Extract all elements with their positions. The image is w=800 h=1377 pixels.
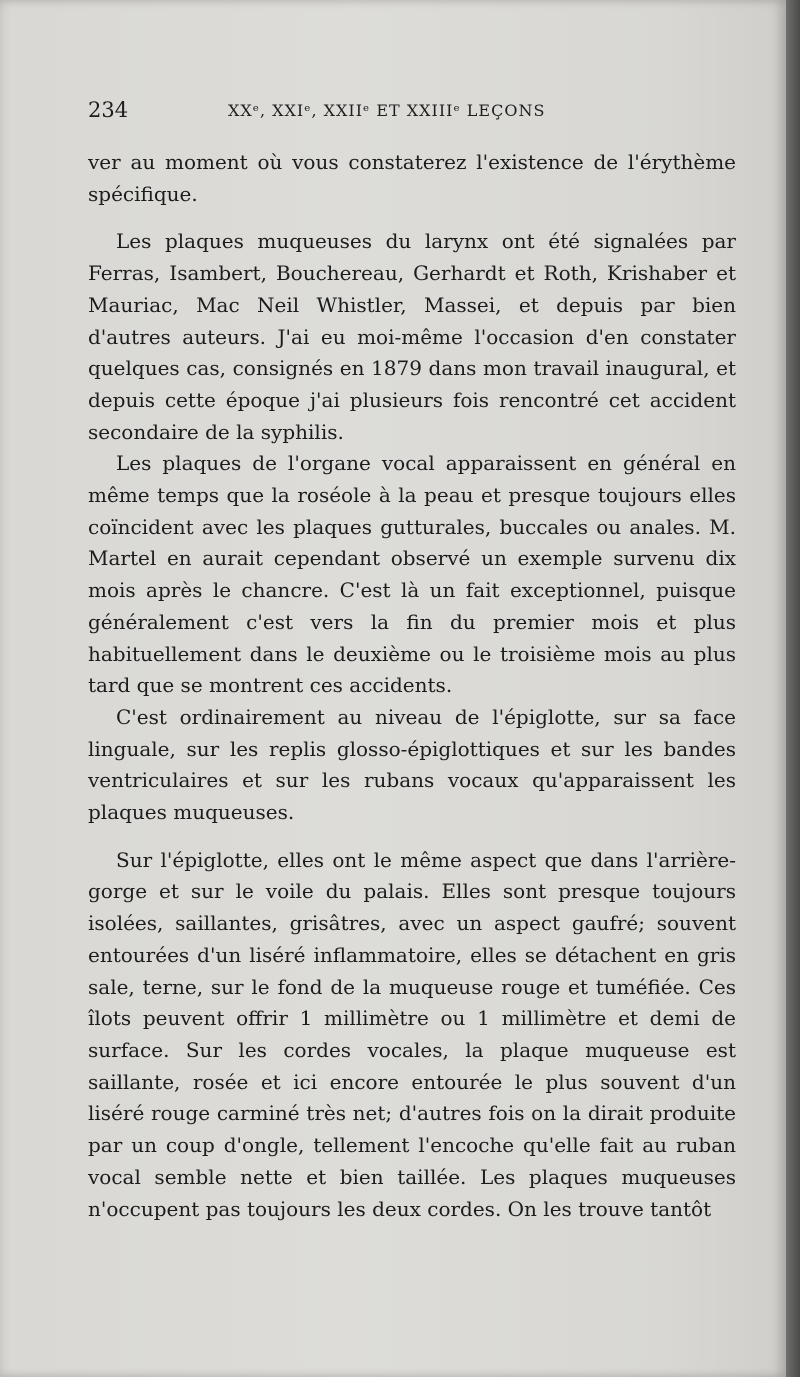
paragraph: C'est ordinairement au niveau de l'épiglotte, sur sa face linguale, sur les replis glosso-épiglottiques et sur les bandes ventriculaires et sur les rubans vocaux qu'apparaissent les plaques muqueuses. bbox=[88, 704, 736, 825]
page-header bbox=[88, 98, 738, 128]
paragraph: Sur l'épiglotte, elles ont le même aspect que dans l'arrière-gorge et sur le voile du palais. Elles sont presque toujours isolées, saillantes, grisâtres, avec un aspect gaufré; souvent entourées d'un liséré inflammatoire, elles se détachent en gris sale, terne, sur le fond de la muqueuse rouge et tuméfiée. Ces îlots peuvent offrir 1 millimètre ou 1 millimètre et demi de surface. Sur les cordes vocales, la plaque muqueuse est saillante, rosée et ici encore entourée le plus souvent d'un liséré rouge carminé très net; d'autres fois on la dirait produite par un coup d'ongle, tellement l'encoche qu'elle fait au ruban vocal semble nette et bien taillée. Les plaques muqueuses n'occupent pas toujours les deux cordes. On les trouve tantôt bbox=[88, 847, 736, 1221]
body-text bbox=[88, 147, 736, 1225]
paragraph: Les plaques muqueuses du larynx ont été signalées par Ferras, Isambert, Bouchereau, Gerhardt et Roth, Krishaber et Mauriac, Mac Neil Whistler, Massei, et depuis par bien d'autres auteurs. J'ai eu moi-même l'occasion d'en constater quelques cas, consignés en 1879 dans mon travail inaugural, et depuis cette époque j'ai plusieurs fois rencontré cet accident secondaire de la syphilis. bbox=[88, 229, 736, 444]
page-number: 234 bbox=[88, 98, 129, 122]
running-title: XXᵉ, XXIᵉ, XXIIᵉ ET XXIIIᵉ LEÇONS bbox=[228, 101, 546, 120]
page-edge-shadow bbox=[786, 0, 800, 1377]
paragraph: Les plaques de l'organe vocal apparaissent en général en même temps que la roséole à la peau et presque toujours elles coïncident avec les plaques gutturales, buccales ou anales. M. Martel en aurait cependant observé un exemple survenu dix mois après le chancre. C'est là un fait exceptionnel, puisque généralement c'est vers la fin du premier mois et plus habituellement dans le deuxième ou le troisième mois au plus tard que se montrent ces accidents. bbox=[88, 451, 736, 698]
paragraph: ver au moment où vous constaterez l'existence de l'érythème spécifique. bbox=[88, 150, 736, 206]
